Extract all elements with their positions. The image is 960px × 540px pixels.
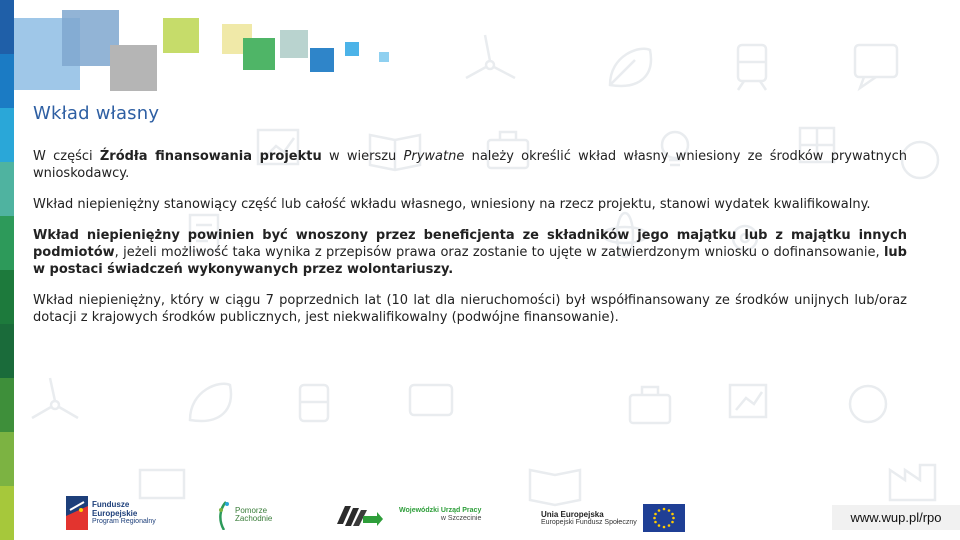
chart-icon [730, 385, 766, 417]
chat-icon [855, 45, 897, 88]
logo-text: w Szczecinie [440, 515, 482, 522]
bold-text: Źródła finansowania projektu [99, 149, 322, 164]
leaf-icon [190, 384, 231, 421]
paragraph-4: Wkład niepieniężny, który w ciągu 7 poprzednich lat (10 lat dla nieruchomości) był współfinansowany ze środków unijnych lub/oraz dotacji z krajowych środków publicznych, jest niekwalifikowalny (podwójne finansowanie). [33, 293, 907, 325]
bold-text: Wkład niepieniężny powinien być wnoszony przez beneficjenta ze składników jego majątku lub z majątku innych podmiotów [33, 228, 907, 260]
eu-flag-icon [643, 504, 685, 532]
chat-icon [410, 385, 452, 415]
slide-body [33, 148, 907, 340]
text-run: W części [33, 149, 100, 164]
recycle-icon [902, 142, 938, 178]
italic-text: Prywatne [403, 149, 465, 164]
paragraph-1 [33, 148, 907, 182]
website-url[interactable]: www.wup.pl/rpo [832, 505, 960, 530]
recycle-icon [850, 386, 886, 422]
turbine-icon [466, 35, 515, 78]
text-run: w wierszu [321, 149, 404, 164]
logo-text: Unia Europejska [541, 509, 604, 519]
briefcase-icon [630, 387, 670, 423]
paragraph-2: Wkład niepieniężny stanowiący część lub całość wkładu własnego, wniesiony na rzecz projektu, stanowi wydatek kwalifikowalny. [33, 197, 871, 212]
text-run: należy określić wkład własny wniesiony ze środków prywatnych wnioskodawcy. [33, 149, 907, 181]
logo-text: Pomorze [235, 506, 268, 515]
logo-text: Wojewódzki Urząd Pracy [399, 507, 482, 514]
logo-text: Fundusze [92, 500, 130, 509]
wup-logo [337, 502, 481, 528]
footer-logos [0, 490, 960, 540]
wup-emblem-icon [337, 502, 383, 528]
logo-text: Europejskie [92, 509, 138, 518]
turbine-icon [32, 378, 78, 418]
text-run: , jeżeli możliwość taka wynika z przepisów prawa oraz zostanie to ujęte w zatwierdzonym wniosku o dofinansowanie, [114, 245, 884, 260]
unia-europejska-logo [541, 504, 685, 532]
slide-title: Wkład własny [33, 103, 160, 124]
pomorze-zachodnie-logo [216, 500, 272, 530]
logo-text: Zachodnie [235, 514, 273, 523]
tram-icon [738, 45, 766, 90]
fe-emblem-icon [66, 496, 88, 530]
fundusze-europejskie-logo [66, 496, 156, 530]
pomorze-emblem-icon [216, 500, 232, 530]
logo-text: Europejski Fundusz Społeczny [541, 518, 637, 526]
tram-icon [300, 385, 328, 421]
bold-text: lub w postaci świadczeń wykonywanych przez wolontariuszy. [33, 245, 907, 277]
logo-text: Program Regionalny [92, 518, 156, 525]
paragraph-3 [33, 227, 907, 278]
leaf-icon [610, 49, 651, 86]
